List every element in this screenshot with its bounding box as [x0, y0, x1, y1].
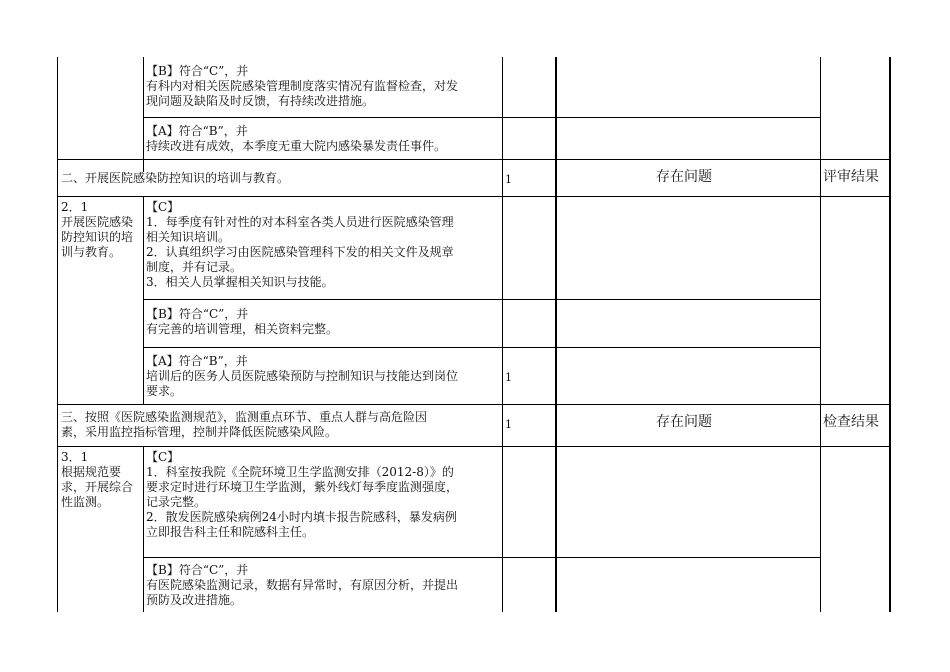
grid-vline-right — [889, 57, 891, 612]
grid-vline-left — [57, 57, 58, 612]
grid-vline-problem — [820, 57, 821, 612]
section-score: 1 — [505, 173, 512, 186]
section-title: 三、按照《医院感染监测规范》，监测重点环节、重点人群与高危险因 素，采用监控指标管理，控制并降低医院感染风险。 — [61, 410, 428, 439]
grid-hline — [143, 347, 821, 348]
result-column-header: 检查结果 — [823, 414, 879, 430]
grade-c-criteria: 【C】 1．每季度有针对性的对本科室各类人员进行医院感染管理 相关知识培训。 2．认真组织学习由医院感染管理科下发的相关文件及规章 制度，并有记录。 3．相关人员掌握相关知识与技能。 — [146, 200, 454, 289]
grid-vline-score — [555, 57, 557, 612]
grade-a-criteria: 【A】符合“B”，并 培训后的医务人员医院感染预防与控制知识与技能达到岗位 要求。 — [146, 354, 459, 398]
grid-hline — [503, 117, 821, 118]
grid-vline-label — [143, 196, 144, 404]
grid-hline — [143, 117, 503, 118]
result-column-header: 评审结果 — [823, 169, 879, 185]
item-label: 2．1 开展医院感染 防控知识的培 训与教育。 — [61, 200, 134, 259]
grid-hline — [143, 557, 821, 558]
grid-hline — [57, 446, 890, 447]
problem-column-header: 存在问题 — [656, 414, 712, 430]
grid-vline-label — [143, 446, 144, 612]
grade-b-criteria: 【B】符合“C”，并 有科内对相关医院感染管理制度落实情况有监督检查，对发 现问题及缺陷及时反馈，有持续改进措施。 — [146, 64, 459, 108]
grid-hline — [57, 404, 890, 405]
grid-hline — [57, 196, 890, 197]
grade-a-criteria: 【A】符合“B”，并 持续改进有成效，本季度无重大院内感染暴发责任事件。 — [146, 124, 447, 153]
section-score: 1 — [505, 418, 512, 431]
grade-b-criteria: 【B】符合“C”，并 有医院感染监测记录，数据有异常时，有原因分析，并提出 预防及改进措施。 — [146, 563, 459, 607]
grade-b-criteria: 【B】符合“C”，并 有完善的培训管理，相关资料完整。 — [146, 307, 339, 336]
problem-column-header: 存在问题 — [656, 169, 712, 185]
item-label: 3．1 根据规范要 求，开展综合 性监测。 — [61, 450, 134, 509]
grid-hline — [143, 299, 821, 300]
item-score: 1 — [505, 371, 512, 384]
grade-c-criteria: 【C】 1．科室按我院《全院环境卫生学监测安排（2012-8）》的 要求定时进行环境卫生学监测，紫外线灯每季度监测强度， 记录完整。 2．散发医院感染病例24小时内填卡报告院感科，暴发病例 立即报告科主任和院感科主任。 — [146, 450, 459, 539]
grid-hline — [57, 159, 890, 160]
section-title: 二、开展医院感染防控知识的培训与教育。 — [61, 171, 290, 185]
grid-vline-label — [143, 57, 144, 172]
grid-vline-standard — [502, 57, 503, 612]
